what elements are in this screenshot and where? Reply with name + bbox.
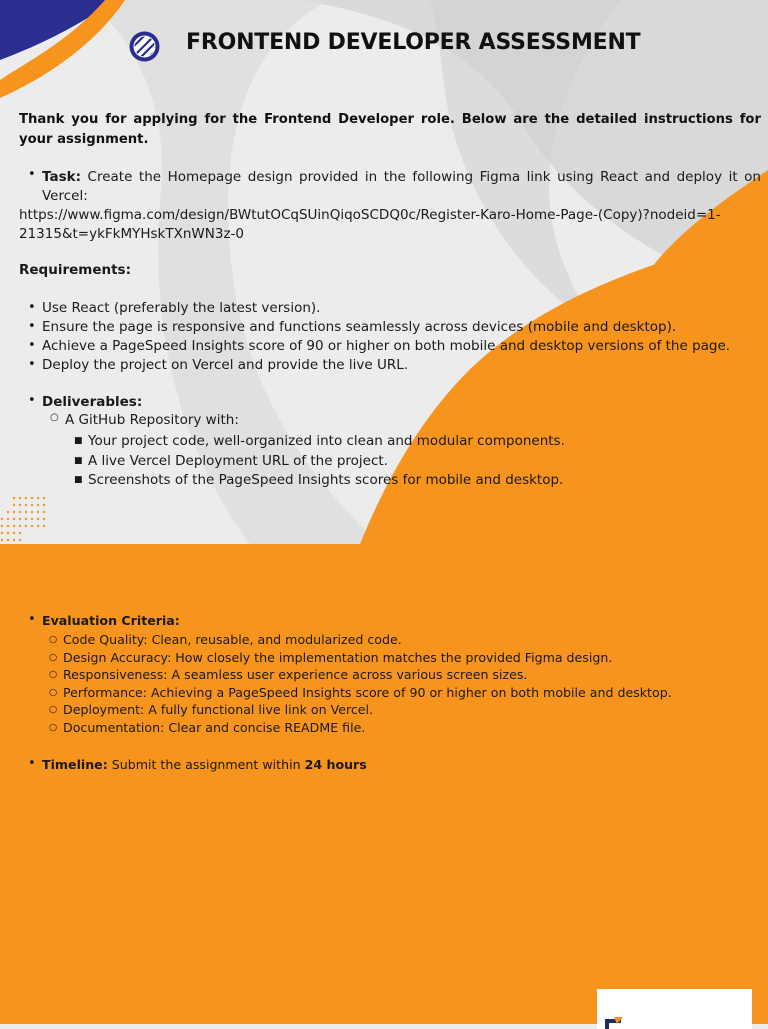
intro-text: Thank you for applying for the Frontend Developer role. Below are the detailed instructions for your assignment. (19, 112, 761, 147)
bullet-square-icons: ■ ■ ■ (74, 436, 83, 485)
evaluation-heading: Evaluation Criteria: (42, 613, 180, 628)
bullet-disc-icon: • (28, 756, 36, 771)
list-item: Documentation: Clear and concise README file. (63, 719, 366, 735)
list-item: Achieve a PageSpeed Insights score of 90 or higher on both mobile and desktop versions of the page. (42, 338, 731, 355)
bullet-disc-icon: • (28, 167, 36, 182)
list-item: Deployment: A fully functional live link on Vercel. (63, 702, 374, 718)
register-karo-logo-icon (605, 1015, 625, 1029)
deliverables-list (88, 432, 728, 491)
task-paragraph (42, 168, 761, 206)
list-item: Performance: Achieving a PageSpeed Insights score of 90 or higher on both mobile and desktop. (63, 684, 672, 700)
requirements-bullets: • • • • (28, 300, 36, 373)
list-item: Design Accuracy: How closely the implementation matches the provided Figma design. (63, 649, 613, 665)
timeline-line (42, 757, 367, 772)
list-item: Ensure the page is responsive and functions seamlessly across devices (mobile and desktop). (42, 319, 677, 336)
page-title: FRONTEND DEVELOPER ASSESSMENT (186, 30, 641, 55)
dot-pattern (0, 495, 50, 545)
evaluation-list (63, 631, 753, 737)
requirements-heading: Requirements: (19, 262, 131, 278)
list-item: Responsiveness: A seamless user experience across various screen sizes. (63, 667, 528, 683)
timeline-label: Timeline: (42, 757, 108, 772)
deliverables-subheading: A GitHub Repository with: (65, 412, 239, 428)
brand-logo-box (597, 989, 752, 1029)
task-text: Create the Homepage design provided in the following Figma link using React and deploy it on Vercel: (42, 169, 761, 204)
bullet-circle-icon: ○ (50, 412, 59, 423)
bullet-disc-icon: • (28, 612, 36, 627)
list-item: Screenshots of the PageSpeed Insights scores for mobile and desktop. (88, 472, 564, 488)
striped-circle-logo-icon (128, 30, 161, 63)
evaluation-bullets: ○ ○ ○ ○ ○ ○ (49, 634, 58, 733)
deliverables-heading: Deliverables: (42, 394, 143, 410)
bullet-disc-icon: • (28, 393, 36, 408)
timeline-value: 24 hours (304, 757, 367, 772)
requirements-list (42, 299, 742, 375)
list-item: Your project code, well-organized into clean and modular components. (88, 433, 565, 449)
task-label: Task: (42, 169, 81, 185)
timeline-text: Submit the assignment within (107, 757, 305, 772)
list-item: Code Quality: Clean, reusable, and modularized code. (63, 632, 402, 647)
list-item: A live Vercel Deployment URL of the project. (88, 452, 388, 469)
list-item: Use React (preferably the latest version). (42, 300, 321, 316)
list-item: Deploy the project on Vercel and provide the live URL. (42, 357, 409, 374)
figma-link[interactable]: https://www.figma.com/design/BWtutOCqSUinQiqoSCDQ0c/Register-Karo-Home-Page-(Copy)?nodeid=1-21315&t=ykFkMYHskTXnWN3z-0 (19, 207, 721, 242)
